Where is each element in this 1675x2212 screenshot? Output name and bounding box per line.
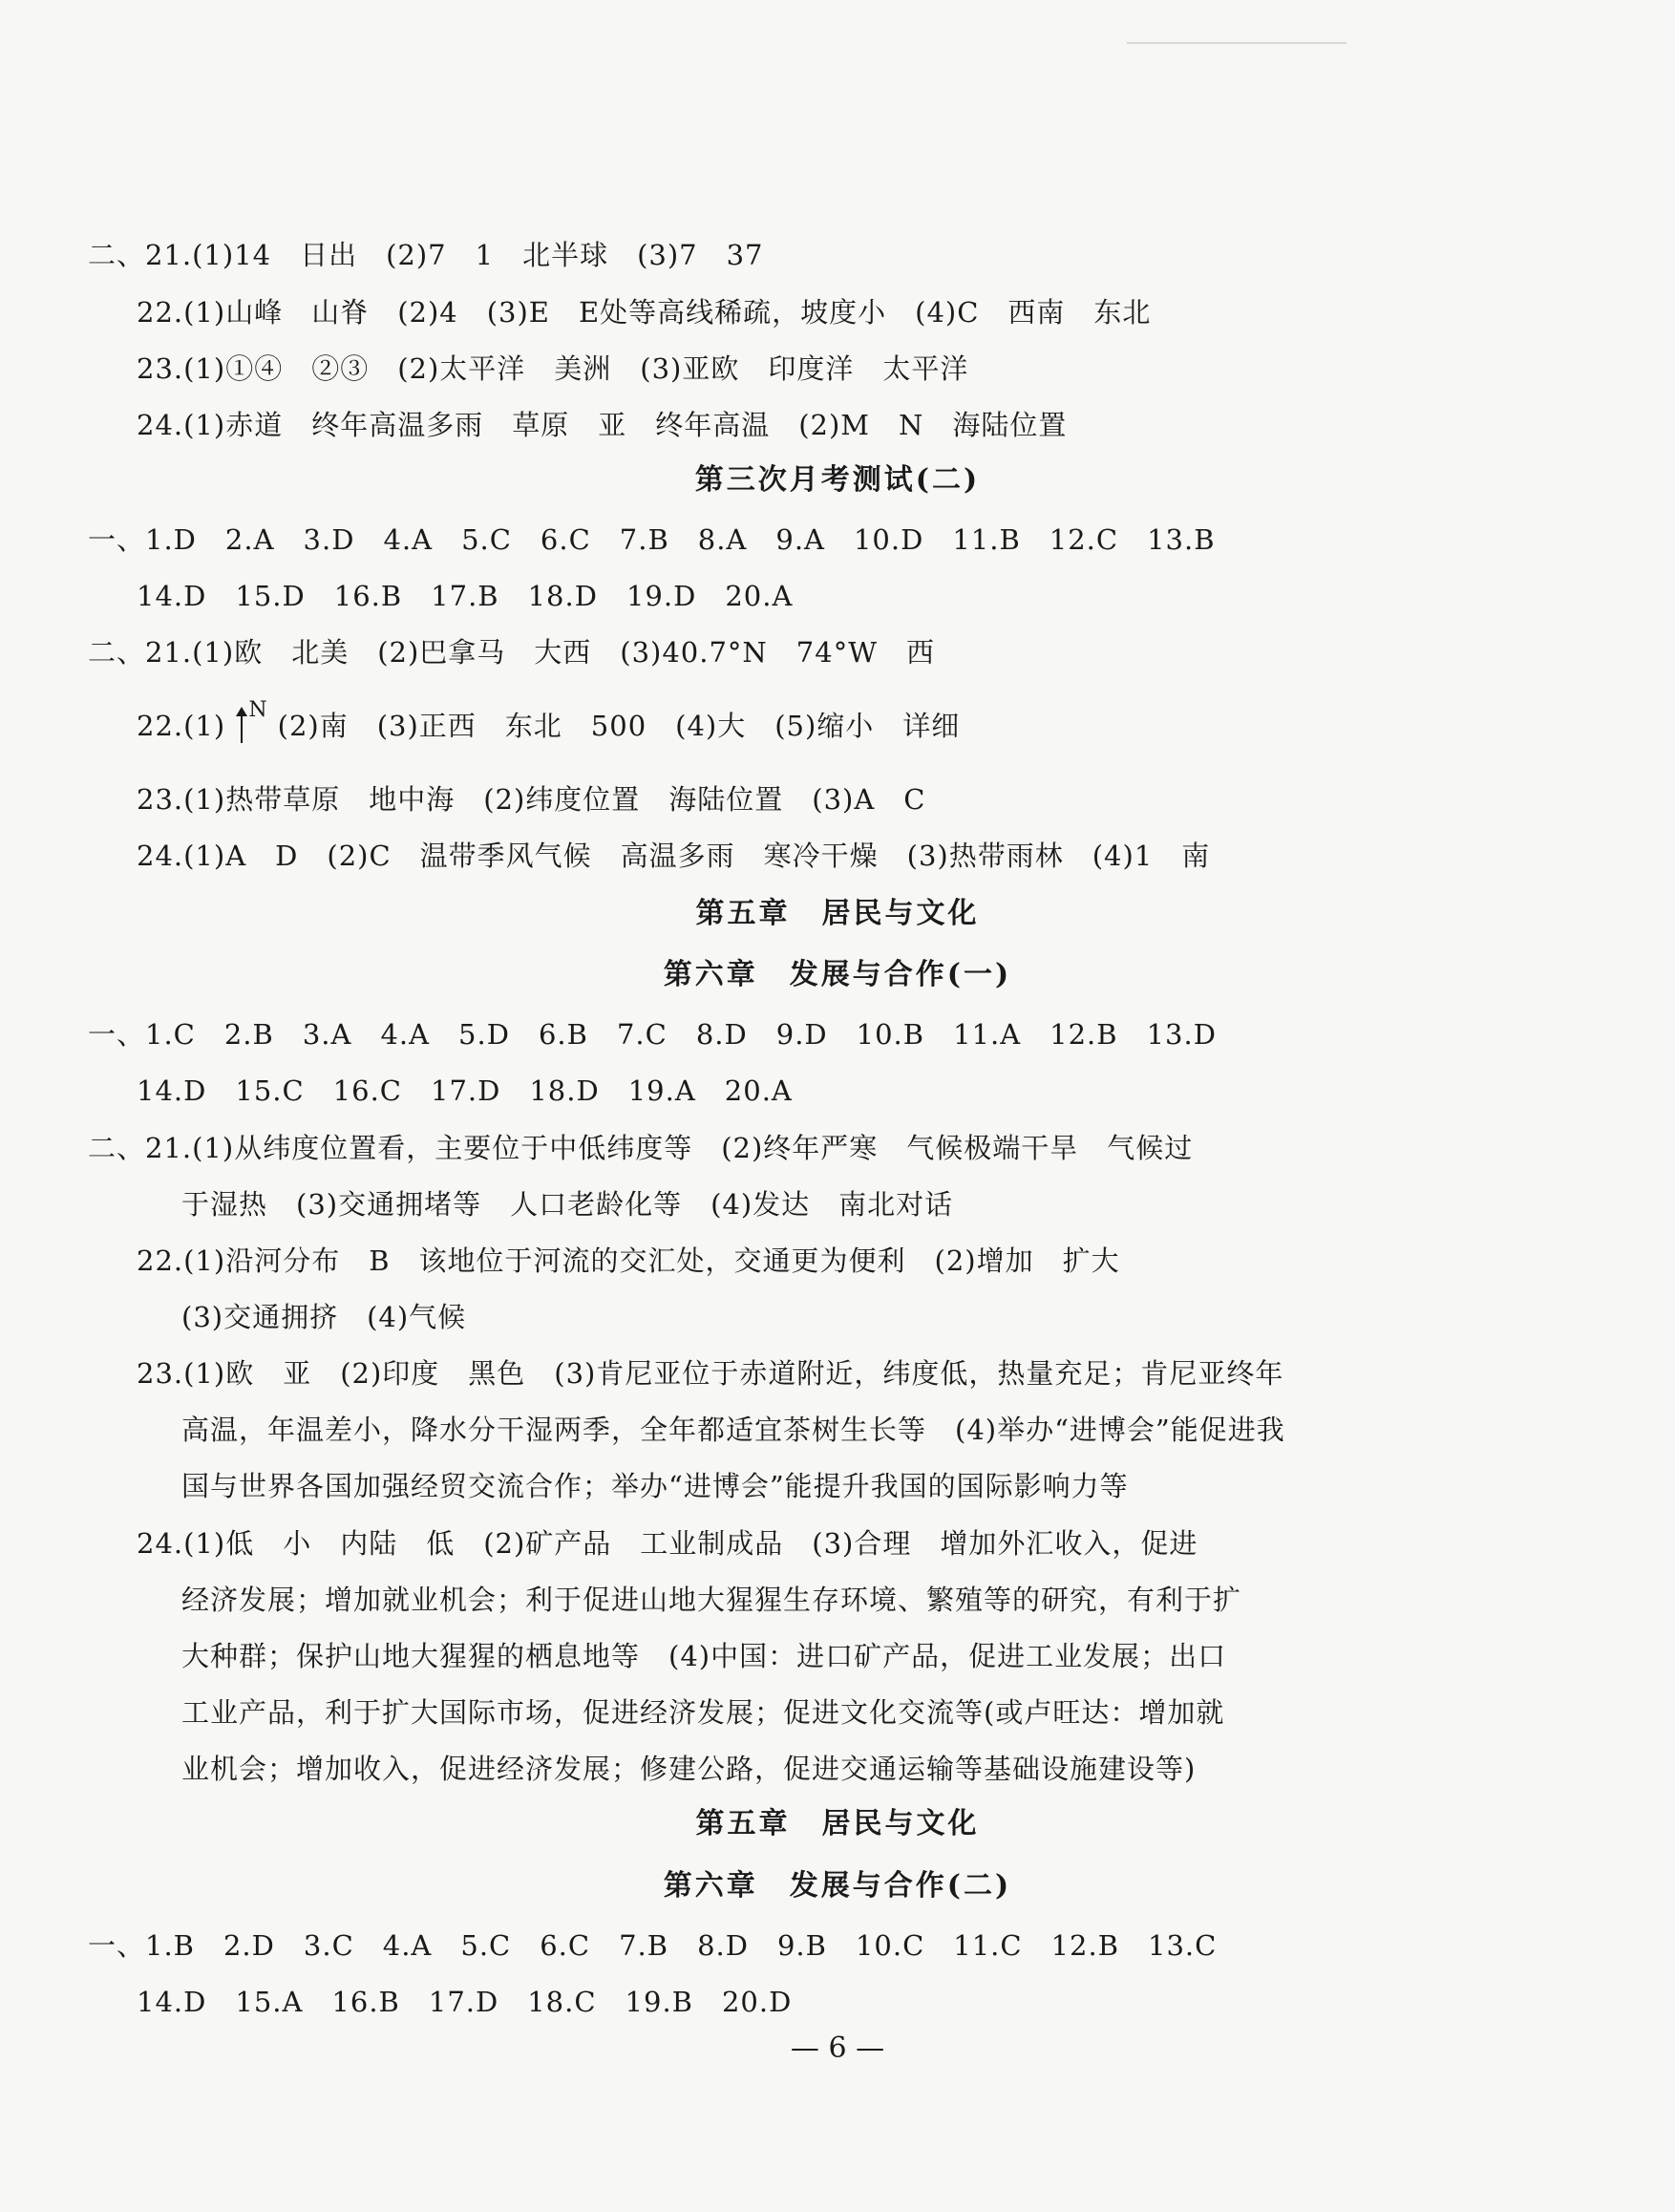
- answer-line: 14.D 15.D 16.B 17.B 18.D 19.D 20.A: [137, 580, 794, 612]
- answer-line: 22.(1)沿河分布 B 该地位于河流的交汇处，交通更为便利 (2)增加 扩大: [137, 1244, 1120, 1277]
- answer-line: 一、1.D 2.A 3.D 4.A 5.C 6.C 7.B 8.A 9.A 10.D 11.B 12.C 13.B: [88, 523, 1216, 556]
- page-number: — 6 —: [790, 2031, 885, 2065]
- answer-line: 14.D 15.A 16.B 17.D 18.C 19.B 20.D: [137, 1986, 793, 2018]
- answer-line: 工业产品，利于扩大国际市场，促进经济发展；促进文化交流等(或卢旺达：增加就: [181, 1696, 1225, 1729]
- section-heading: 第三次月考测试(二): [694, 463, 981, 497]
- north-label: N: [248, 698, 268, 722]
- answer-line: 经济发展；增加就业机会；利于促进山地大猩猩生存环境、繁殖等的研究，有利于扩: [181, 1584, 1242, 1616]
- answer-line: 24.(1)赤道 终年高温多雨 草原 亚 终年高温 (2)M N 海陆位置: [137, 409, 1068, 441]
- answer-line: 高温，年温差小，降水分干湿两季，全年都适宜茶树生长等 (4)举办“进博会”能促进我: [181, 1414, 1285, 1446]
- answer-line: 14.D 15.C 16.C 17.D 18.D 19.A 20.A: [137, 1074, 793, 1107]
- answer-line: 一、1.B 2.D 3.C 4.A 5.C 6.C 7.B 8.D 9.B 10.C 11.C 12.B 13.C: [88, 1929, 1218, 1962]
- answer-line: 23.(1)①④ ②③ (2)太平洋 美洲 (3)亚欧 印度洋 太平洋: [137, 352, 969, 385]
- answer-rest: (2)南 (3)正西 东北 500 (4)大 (5)缩小 详细: [277, 710, 961, 742]
- scan-artifact: [1127, 42, 1346, 44]
- answer-line: 于湿热 (3)交通拥堵等 人口老龄化等 (4)发达 南北对话: [181, 1188, 954, 1221]
- section-heading: 第五章 居民与文化: [695, 1807, 980, 1840]
- answer-line: 22.(1)山峰 山脊 (2)4 (3)E E处等高线稀疏，坡度小 (4)C 西南 东北: [137, 296, 1152, 329]
- answer-prefix: 22.(1): [137, 710, 226, 742]
- answer-line: 二、21.(1)欧 北美 (2)巴拿马 大西 (3)40.7°N 74°W 西: [88, 636, 936, 669]
- answer-line: 24.(1)A D (2)C 温带季风气候 高温多雨 寒冷干燥 (3)热带雨林 (4)1 南: [137, 840, 1211, 872]
- answer-line: 国与世界各国加强经贸交流合作；举办“进博会”能提升我国的国际影响力等: [181, 1470, 1129, 1502]
- answer-line: 二、21.(1)14 日出 (2)7 1 北半球 (3)7 37: [88, 239, 764, 271]
- answer-line: 24.(1)低 小 内陆 低 (2)矿产品 工业制成品 (3)合理 增加外汇收入，促进: [137, 1527, 1198, 1560]
- answer-line: 一、1.C 2.B 3.A 4.A 5.D 6.B 7.C 8.D 9.D 10.B 11.A 12.B 13.D: [88, 1018, 1217, 1051]
- section-heading: 第六章 发展与合作(二): [663, 1869, 1012, 1903]
- answer-line: (3)交通拥挤 (4)气候: [181, 1301, 467, 1333]
- answer-line-with-arrow: [137, 698, 961, 747]
- answer-line: 23.(1)热带草原 地中海 (2)纬度位置 海陆位置 (3)A C: [137, 783, 926, 816]
- answer-line: 二、21.(1)从纬度位置看，主要位于中低纬度等 (2)终年严寒 气候极端干旱 气候过: [88, 1132, 1194, 1164]
- answer-line: 业机会；增加收入，促进经济发展；修建公路，促进交通运输等基础设施建设等): [181, 1753, 1197, 1785]
- section-heading: 第五章 居民与文化: [695, 897, 980, 930]
- answer-line: 大种群；保护山地大猩猩的栖息地等 (4)中国：进口矿产品，促进工业发展；出口: [181, 1640, 1227, 1672]
- section-heading: 第六章 发展与合作(一): [663, 958, 1012, 991]
- north-arrow-icon: [235, 698, 268, 747]
- answer-line: 23.(1)欧 亚 (2)印度 黑色 (3)肯尼亚位于赤道附近，纬度低，热量充足；肯尼亚终年: [137, 1357, 1284, 1390]
